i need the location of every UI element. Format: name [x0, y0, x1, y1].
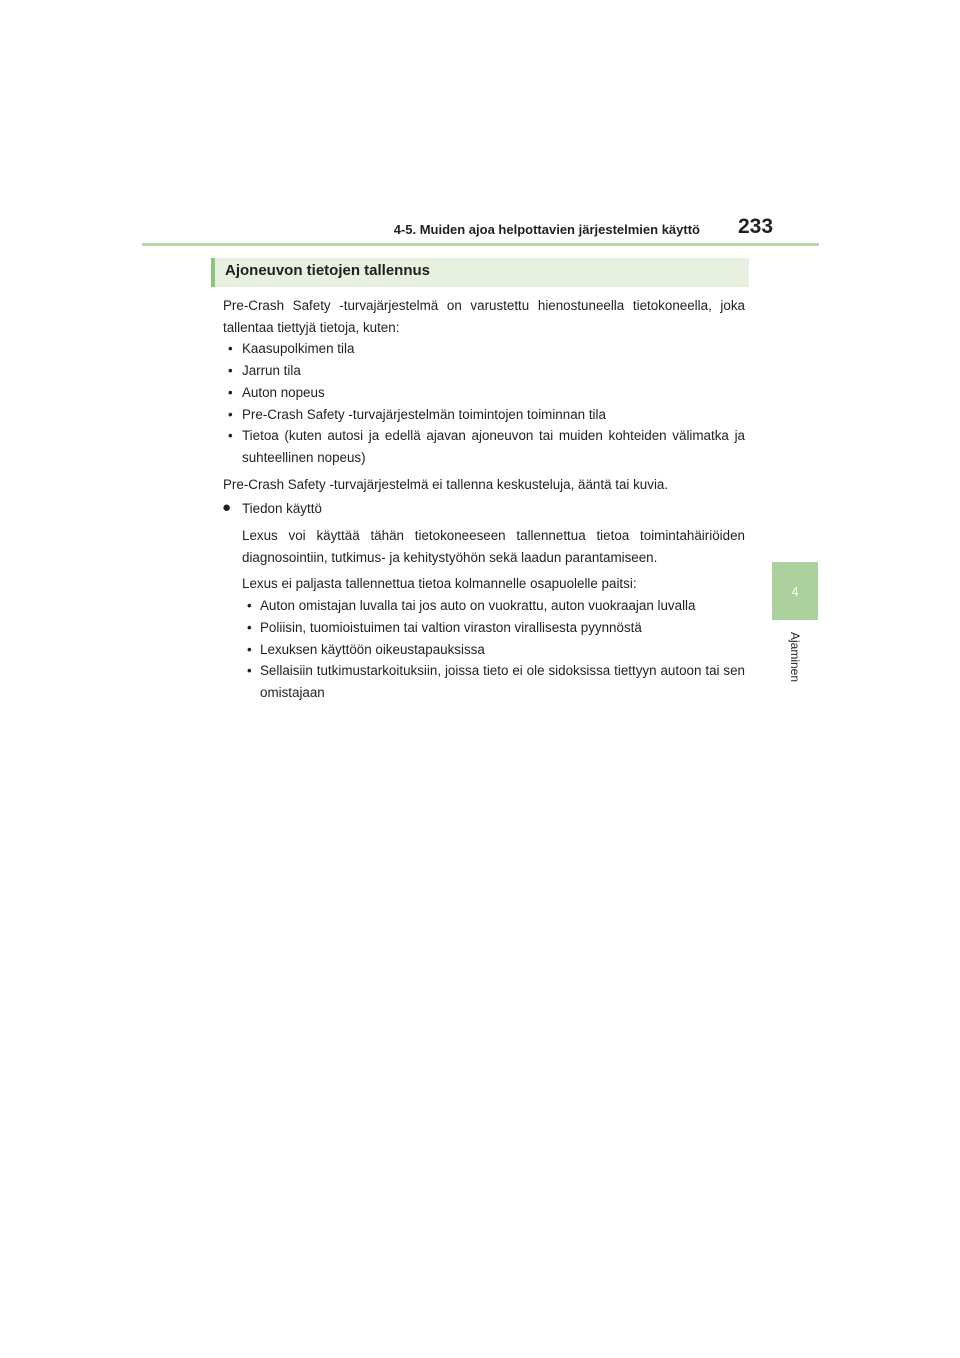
section-title: Ajoneuvon tietojen tallennus — [225, 262, 431, 279]
list-item-text: Auton nopeus — [242, 384, 325, 400]
filled-circle-icon: ● — [222, 499, 232, 517]
list-item-text: Jarrun tila — [242, 363, 301, 379]
list-item — [223, 425, 745, 468]
list-item-text: Pre-Crash Safety -turvajärjestelmän toimintojen toiminnan tila — [242, 406, 606, 422]
bullet-icon: • — [228, 363, 233, 379]
chapter-tab: 4 — [772, 562, 818, 620]
intro-paragraph: Pre-Crash Safety -turvajärjestelmä on varustettu hienostuneella tietokoneella, joka tallentaa tiettyjä tietoja, kuten: — [223, 298, 745, 335]
list-item — [223, 404, 745, 426]
page-number: 233 — [738, 215, 774, 238]
list-item — [223, 338, 745, 360]
list-item-text: Tietoa (kuten autosi ja edellä ajavan ajoneuvon tai muiden kohteiden välimatka ja suhteellinen nopeus) — [242, 428, 745, 465]
bullet-icon: • — [247, 619, 252, 635]
chapter-label: Ajaminen — [788, 632, 802, 683]
disclosure-paragraph: Lexus ei paljasta tallennettua tietoa kolmannelle osapuolelle paitsi: — [242, 576, 637, 592]
list-item-text: Kaasupolkimen tila — [242, 341, 355, 357]
bullet-icon: • — [228, 406, 233, 422]
list-item — [242, 617, 745, 639]
usage-paragraph: Lexus voi käyttää tähän tietokoneeseen tallennettua tietoa toimintahäiriöiden diagnosointiin, tutkimus- ja kehitystyöhön sekä laadun parantamiseen. — [242, 528, 745, 565]
content — [223, 295, 745, 704]
bullet-icon: • — [247, 598, 252, 614]
list-item-text: Lexuksen käyttöön oikeustapauksissa — [260, 641, 485, 657]
list-item-text: Sellaisiin tutkimustarkoituksiin, joissa tieto ei ole sidoksissa tiettyyn autoon tai sen omistajaan — [260, 663, 745, 700]
bullet-icon: • — [247, 641, 252, 657]
list-item-text: Poliisin, tuomioistuimen tai valtion viraston virallisesta pyynnöstä — [260, 619, 642, 635]
list-item — [223, 360, 745, 382]
list-item — [223, 382, 745, 404]
subsection-heading — [223, 498, 745, 520]
disclosure-list — [242, 595, 745, 704]
bullet-icon: • — [228, 341, 233, 357]
header-rule — [142, 243, 819, 246]
note-paragraph: Pre-Crash Safety -turvajärjestelmä ei tallenna keskusteluja, ääntä tai kuvia. — [223, 476, 669, 492]
bullet-icon: • — [228, 384, 233, 400]
list-item — [242, 639, 745, 661]
section-title-box — [211, 258, 749, 287]
list-item — [242, 595, 745, 617]
recorded-data-list — [223, 338, 745, 468]
bullet-icon: • — [247, 663, 252, 679]
subsection-body — [223, 525, 745, 704]
subsection-title: Tiedon käyttö — [242, 501, 322, 517]
list-item-text: Auton omistajan luvalla tai jos auto on vuokrattu, auton vuokraajan luvalla — [260, 598, 696, 614]
list-item — [242, 660, 745, 703]
bullet-icon: • — [228, 428, 233, 444]
header-title: 4-5. Muiden ajoa helpottavien järjestelmien käyttö — [393, 222, 700, 237]
